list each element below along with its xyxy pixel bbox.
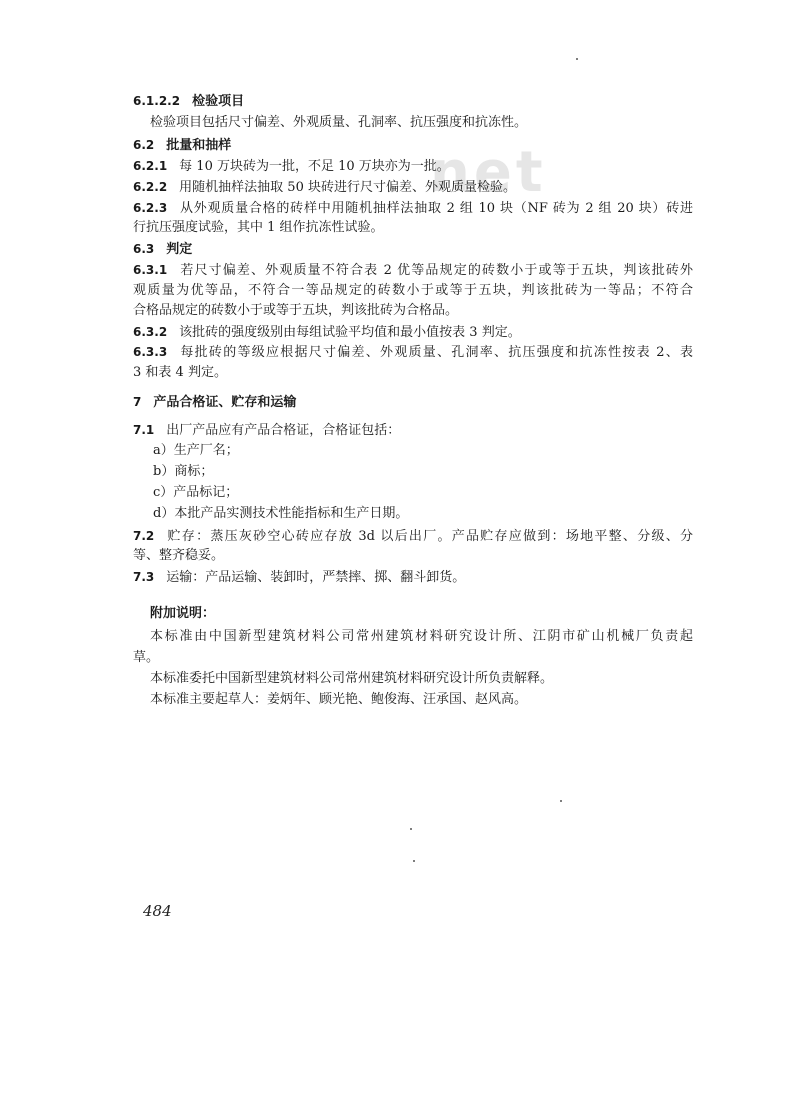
clause-6-3-3-line1: 6.3.3 每批砖的等级应根据尺寸偏差、外观质量、孔洞率、抗压强度和抗冻性按表 2、表 [133,345,693,360]
appendix-title: 附加说明： [150,606,216,621]
appendix-paragraph-1-line1: 本标准由中国新型建筑材料公司常州建筑材料研究设计所、江阴市矿山机械厂负责起 [150,629,693,644]
clause-6-2-2: 6.2.2 用随机抽样法抽取 50 块砖进行尺寸偏差、外观质量检验。 [133,180,516,195]
clause-6-2-1: 6.2.1 每 10 万块砖为一批，不足 10 万块亦为一批。 [133,159,450,174]
clause-6-3-2: 6.3.2 该批砖的强度级别由每组试验平均值和最小值按表 3 判定。 [133,325,521,340]
scan-speck [410,828,412,830]
heading-6-3: 6.3 判定 [133,242,193,257]
clause-7-3: 7.3 运输：产品运输、装卸时，严禁摔、掷、翻斗卸货。 [133,570,466,585]
heading-6-2: 6.2 批量和抽样 [133,138,232,153]
page-number: 484 [143,902,172,920]
paragraph-6-1-2-2: 检验项目包括尺寸偏差、外观质量、孔洞率、抗压强度和抗冻性。 [150,115,528,130]
heading-6-1-2-2: 6.1.2.2 检验项目 [133,94,245,109]
clause-7-1: 7.1 出厂产品应有产品合格证，合格证包括： [133,423,401,438]
scan-speck [560,800,562,802]
list-item-d: d）本批产品实测技术性能指标和生产日期。 [153,506,409,521]
clause-6-2-3-line2: 行抗压强度试验，其中 1 组作抗冻性试验。 [133,220,384,235]
clause-6-3-1-line2: 观质量为优等品，不符合一等品规定的砖数小于或等于五块，判该批砖为一等品；不符合 [133,283,693,298]
scan-speck [576,58,578,60]
scan-speck [413,860,415,862]
appendix-paragraph-3: 本标准主要起草人：姜炳年、顾光艳、鲍俊海、汪承国、赵风高。 [150,692,528,707]
list-item-c: c）产品标记； [153,485,239,500]
heading-7: 7 产品合格证、贮存和运输 [133,395,297,410]
clause-7-2-line1: 7.2 贮存：蒸压灰砂空心砖应存放 3d 以后出厂。产品贮存应做到：场地平整、分级、分 [133,529,693,544]
list-item-a: a）生产厂名； [153,443,239,458]
clause-6-3-1-line1: 6.3.1 若尺寸偏差、外观质量不符合表 2 优等品规定的砖数小于或等于五块，判该批砖外 [133,263,693,278]
clause-6-3-1-line3: 合格品规定的砖数小于或等于五块，判该批砖为合格品。 [133,303,459,318]
appendix-paragraph-1-line2: 草。 [133,650,160,665]
appendix-paragraph-2: 本标准委托中国新型建筑材料公司常州建筑材料研究设计所负责解释。 [150,671,554,686]
clause-6-2-3-line1: 6.2.3 从外观质量合格的砖样中用随机抽样法抽取 2 组 10 块（NF 砖为 2 组 20 块）砖进 [133,201,693,216]
clause-7-2-line2: 等、整齐稳妥。 [133,548,225,563]
clause-6-3-3-line2: 3 和表 4 判定。 [133,365,227,380]
watermark-text: net [430,140,547,205]
list-item-b: b）商标； [153,464,214,479]
